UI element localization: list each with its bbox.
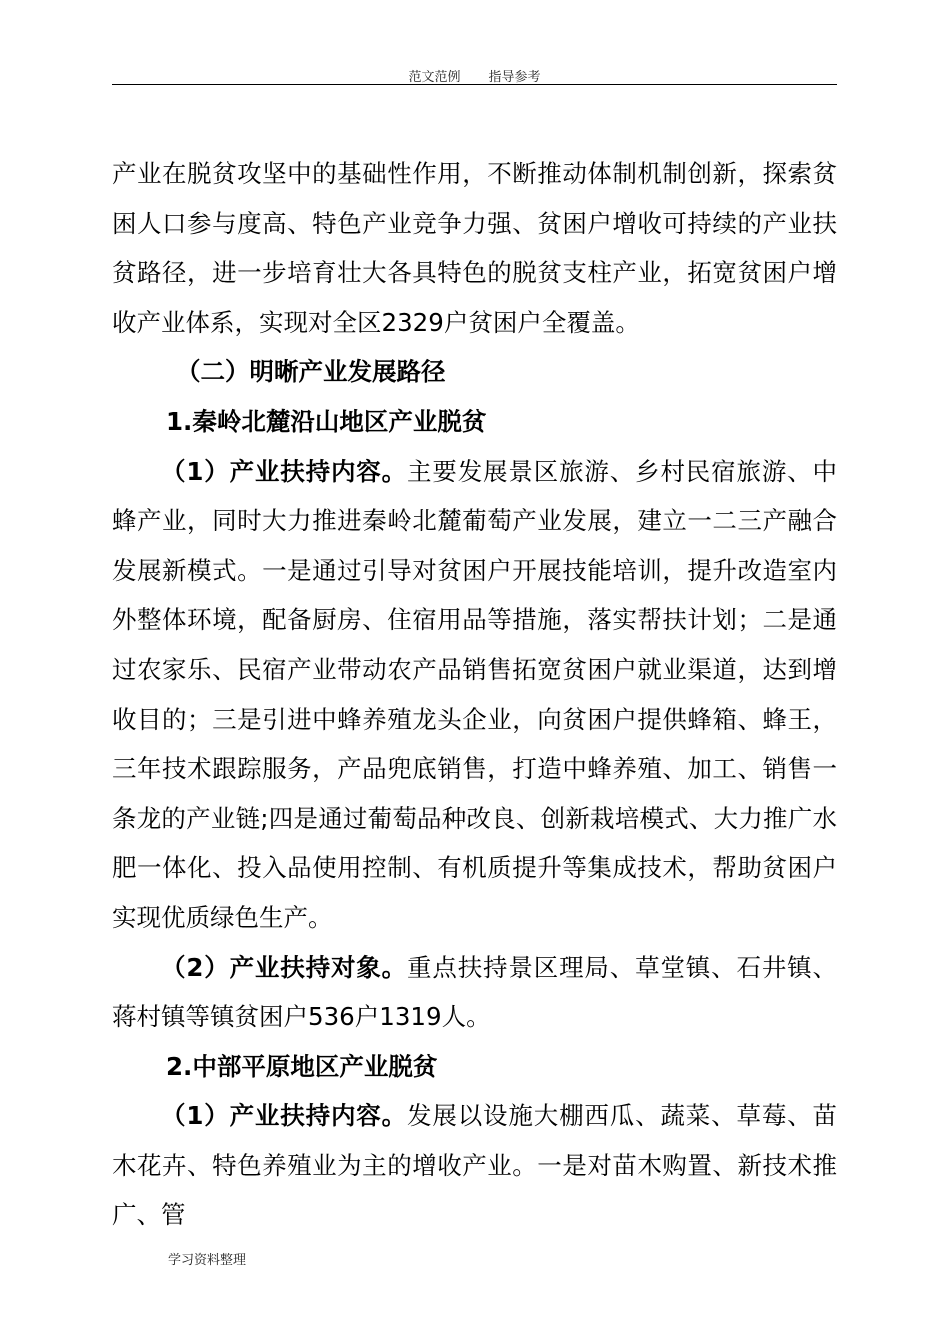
header-divider bbox=[112, 84, 837, 85]
paragraph-support-content-1 bbox=[112, 447, 837, 943]
subsection-heading-1: 1.秦岭北麓沿山地区产业脱贫 bbox=[166, 406, 487, 436]
paragraph-support-content-2 bbox=[112, 1091, 837, 1240]
paragraph-intro: 产业在脱贫攻坚中的基础性作用，不断推动体制机制创新，探索贫困人口参与度高、特色产业竞争力强、贫困户增收可持续的产业扶贫路径，进一步培育壮大各具特色的脱贫支柱产业，拓宽贫困户增收产业体系，实现对全区2329户贫困户全覆盖。 bbox=[112, 159, 837, 337]
paragraph-lead: （1）产业扶持内容。 bbox=[161, 1101, 407, 1131]
subsection-heading-2: 2.中部平原地区产业脱贫 bbox=[166, 1051, 438, 1081]
paragraph-support-target-1 bbox=[112, 943, 837, 1042]
paragraph-lead: （1）产业扶持内容。 bbox=[161, 456, 407, 486]
paragraph-text: 发展以设施大棚西瓜、蔬菜、草莓、苗木花卉、特色养殖业为主的增收产业。一是对苗木购置、新技术推广、管 bbox=[112, 1101, 838, 1230]
paragraph-lead: （2）产业扶持对象。 bbox=[161, 952, 407, 982]
section-heading: （二）明晰产业发展路径 bbox=[176, 357, 446, 387]
header-right-text: 指导参考 bbox=[488, 70, 541, 85]
page-header bbox=[112, 66, 837, 85]
paragraph-text: 主要发展景区旅游、乡村民宿旅游、中蜂产业，同时大力推进秦岭北麓葡萄产业发展，建立一二三产融合发展新模式。一是通过引导对贫困户开展技能培训，提升改造室内外整体环境，配备厨房、住宿用品等措施，落实帮扶计划；二是通过农家乐、民宿产业带动农产品销售拓宽贫困户就业渠道，达到增收目的；三是引进中蜂养殖龙头企业，向贫困户提供蜂箱、蜂王，三年技术跟踪服务，产品兜底销售，打造中蜂养殖、加工、销售一条龙的产业链;四是通过葡萄品种改良、创新栽培模式、大力推广水肥一体化、投入品使用控制、有机质提升等集成技术，帮助贫困户实现优质绿色生产。 bbox=[112, 456, 838, 932]
page-footer: 学习资料整理 bbox=[168, 1253, 247, 1268]
header-left-text: 范文范例 bbox=[408, 70, 461, 85]
paragraph-text: 重点扶持景区理局、草堂镇、石井镇、蒋村镇等镇贫困户536户1319人。 bbox=[112, 952, 838, 1032]
document-body bbox=[112, 149, 837, 1240]
